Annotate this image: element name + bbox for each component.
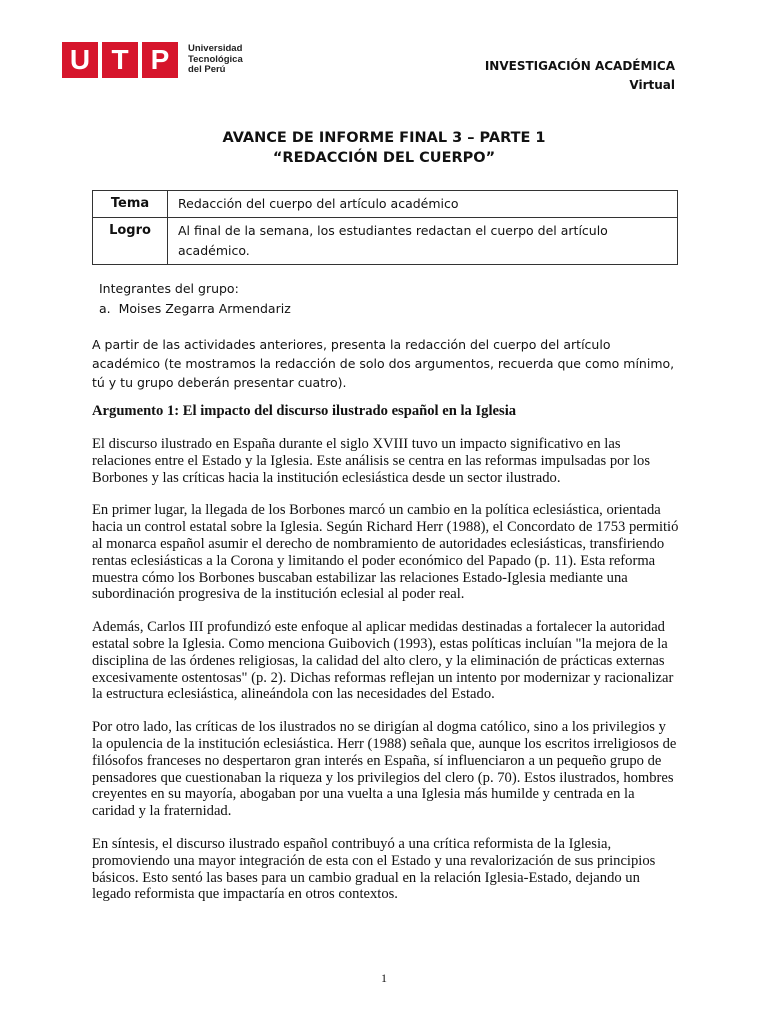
course-modality: Virtual (629, 78, 675, 92)
document-body (92, 403, 680, 919)
logo-letter-t: T (102, 42, 138, 78)
logo-text (188, 44, 243, 76)
info-table (92, 190, 678, 265)
title-line-1: AVANCE DE INFORME FINAL 3 – PARTE 1 (222, 130, 546, 146)
group-members (99, 279, 291, 319)
utp-logo (62, 42, 243, 78)
table-value-logro: Al final de la semana, los estudiantes redactan el cuerpo del artículo académico. (168, 218, 678, 265)
argument-heading: Argumento 1: El impacto del discurso ilustrado español en la Iglesia (92, 403, 517, 419)
page-number: 1 (381, 971, 387, 985)
table-row (93, 218, 678, 265)
body-paragraph: El discurso ilustrado en España durante el siglo XVIII tuvo un impacto significativo en las relaciones entre el Estado y la Iglesia. Este análisis se centra en las reformas impulsadas por los Borbones y las críticas hacia la institución eclesiástica desde un sector ilustrado. (92, 436, 651, 486)
table-key-logro: Logro (93, 218, 168, 265)
group-label: Integrantes del grupo: (99, 281, 239, 296)
course-name: INVESTIGACIÓN ACADÉMICA (484, 59, 675, 73)
body-paragraph: Además, Carlos III profundizó este enfoque al aplicar medidas destinadas a fortalecer la autoridad estatal sobre la Iglesia. Como menciona Guibovich (1993), estas políticas incluían "la mejora de la disciplina de las órdenes religiosas, la calidad del alto clero, y la eliminación de prácticas externas excesivamente ostentosas" (p. 2). Dichas reformas reflejan un intento por modernizar y racionalizar la estructura eclesiástica, alineándola con las necesidades del Estado. (92, 619, 674, 703)
document-title (0, 128, 768, 168)
list-marker: a. (99, 301, 111, 316)
table-key-tema: Tema (93, 191, 168, 218)
document-header (485, 57, 675, 95)
title-line-2: “REDACCIÓN DEL CUERPO” (272, 150, 496, 166)
instructions-paragraph: A partir de las actividades anteriores, presenta la redacción del cuerpo del artículo académico (te mostramos la redacción de solo dos argumentos, recuerda que como mínimo, tú y tu grupo deberán presentar cuatro). (92, 337, 675, 390)
logo-text-line: Tecnológica (188, 53, 243, 65)
logo-text-line: del Perú (188, 64, 226, 76)
logo-text-line: Universidad (188, 43, 243, 55)
table-row (93, 191, 678, 218)
body-paragraph: En síntesis, el discurso ilustrado español contribuyó a una crítica reformista de la Iglesia, promoviendo una mayor integración de esta con el Estado y una revalorización de sus principios básicos. Esto sentó las bases para un cambio gradual en la relación Iglesia-Estado, dejando un legado reformista que impactaría en otros contextos. (92, 835, 656, 903)
table-value-tema: Redacción del cuerpo del artículo académico (168, 191, 678, 218)
list-item (99, 299, 291, 319)
body-paragraph: En primer lugar, la llegada de los Borbones marcó un cambio en la política eclesiástica, orientada hacia un control estatal sobre la Iglesia. Según Richard Herr (1988), el Concordato de 1753 permitió al monarca español asumir el derecho de nombramiento de autoridades eclesiásticas, transfiriendo rentas eclesiásticas a la Corona y limitando el poder económico del Papado (p. 11). Esta reforma muestra cómo los Borbones buscaban estabilizar las relaciones Estado-Iglesia mediante una subordinación progresiva de la institución eclesial al poder real. (92, 502, 679, 603)
logo-letter-p: P (142, 42, 178, 78)
body-paragraph: Por otro lado, las críticas de los ilustrados no se dirigían al dogma católico, sino a los privilegios y la opulencia de la institución eclesiástica. Herr (1988) señala que, aunque los escritos irreligiosos de filósofos franceses no despertaron gran interés en España, sí influenciaron a un pequeño grupo de pensadores que cuestionaban la riqueza y los privilegios del clero (p. 70). Estos ilustrados, hombres creyentes en su mayoría, abogaban por una vuelta a una Iglesia más humilde y centrada en la caridad y la fraternidad. (92, 719, 677, 820)
logo-letter-u: U (62, 42, 98, 78)
member-name: Moises Zegarra Armendariz (118, 301, 291, 316)
